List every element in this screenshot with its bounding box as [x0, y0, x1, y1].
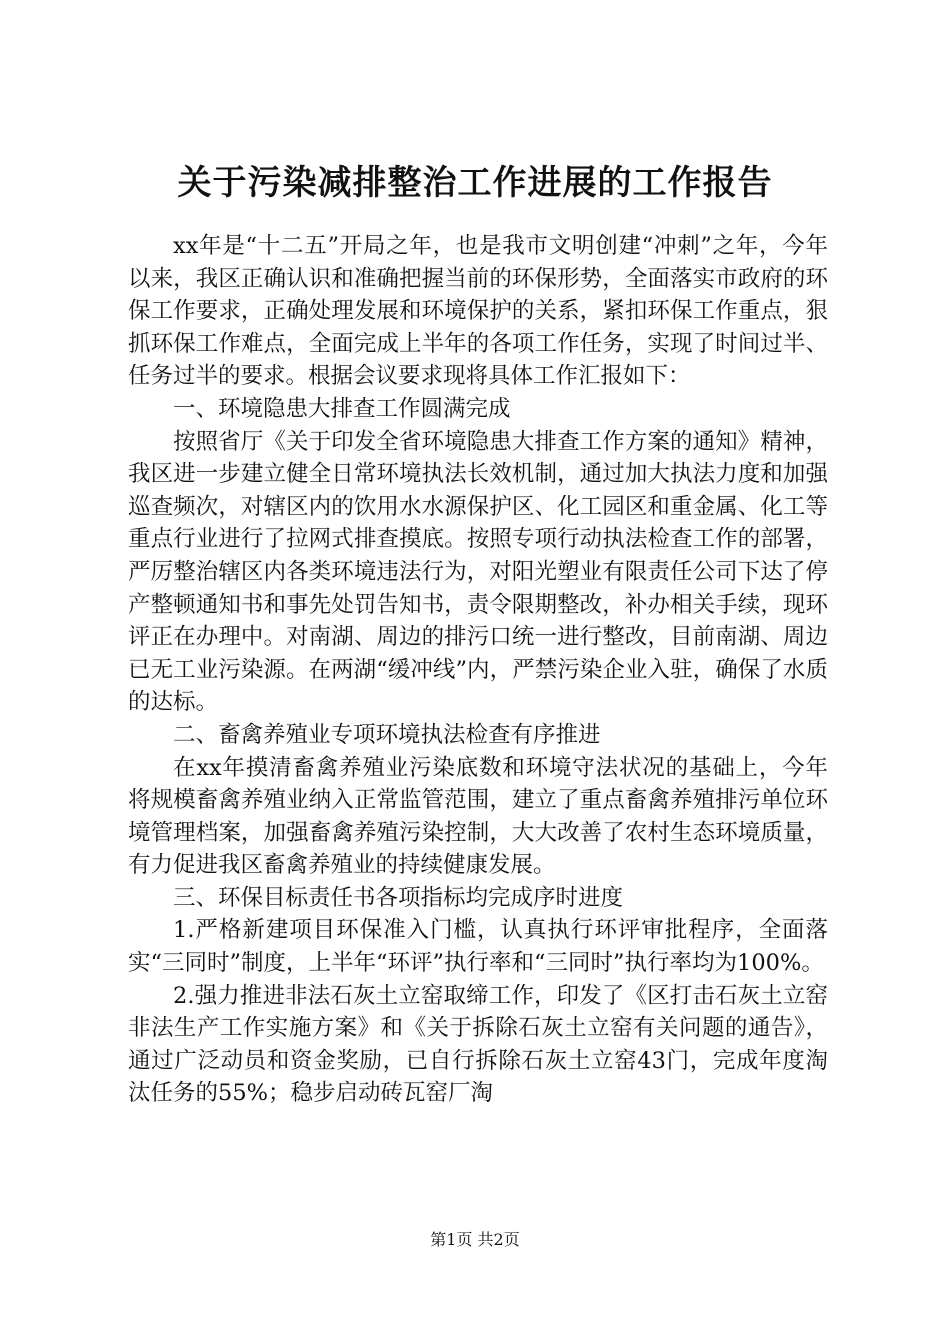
- intro-paragraph: xx年是“十二五”开局之年，也是我市文明创建“冲刺”之年，今年以来，我区正确认识和准确把握当前的环保形势，全面落实市政府的环保工作要求，正确处理发展和环境保护的关系，紧扣环保工作重点，狠抓环保工作难点，全面完成上半年的各项工作任务，实现了时间过半、任务过半的要求。根据会议要求现将具体工作汇报如下：: [128, 233, 828, 390]
- document-body: [128, 230, 828, 1110]
- section-heading-3: 三、环保目标责任书各项指标均完成序时进度: [173, 884, 624, 911]
- document-title: 关于污染减排整治工作进展的工作报告: [177, 163, 773, 203]
- section-1-paragraph: 按照省厅《关于印发全省环境隐患大排查工作方案的通知》精神，我区进一步建立健全日常环境执法长效机制，通过加大执法力度和加强巡查频次，对辖区内的饮用水水源保护区、化工园区和重金属、化工等重点行业进行了拉网式排查摸底。按照专项行动执法检查工作的部署，严厉整治辖区内各类环境违法行为，对阳光塑业有限责任公司下达了停产整顿通知书和事先处罚告知书，责令限期整改，补办相关手续，现环评正在办理中。对南湖、周边的排污口统一进行整改，目前南湖、周边已无工业污染源。在两湖“缓冲线”内，严禁污染企业入驻，确保了水质的达标。: [128, 428, 828, 716]
- item-2-paragraph: 2.强力推进非法石灰土立窑取缔工作，印发了《区打击石灰土立窑非法生产工作实施方案》和《关于拆除石灰土立窑有关问题的通告》，通过广泛动员和资金奖励，已自行拆除石灰土立窑43门，完成年度淘汰任务的55%；稳步启动砖瓦窑厂淘: [128, 982, 828, 1107]
- section-heading-2: 二、畜禽养殖业专项环境执法检查有序推进: [173, 721, 601, 748]
- page-number-footer: 第1页 共2页: [430, 1230, 520, 1249]
- section-2-paragraph: 在xx年摸清畜禽养殖业污染底数和环境守法状况的基础上，今年将规模畜禽养殖业纳入正常监管范围，建立了重点畜禽养殖排污单位环境管理档案，加强畜禽养殖污染控制，大大改善了农村生态环境质量，有力促进我区畜禽养殖业的持续健康发展。: [128, 754, 828, 879]
- item-1-paragraph: 1.严格新建项目环保准入门槛，认真执行环评审批程序，全面落实“三同时”制度，上半年“环评”执行率和“三同时”执行率均为100%。: [128, 917, 828, 977]
- section-heading-1: 一、环境隐患大排查工作圆满完成: [173, 395, 511, 422]
